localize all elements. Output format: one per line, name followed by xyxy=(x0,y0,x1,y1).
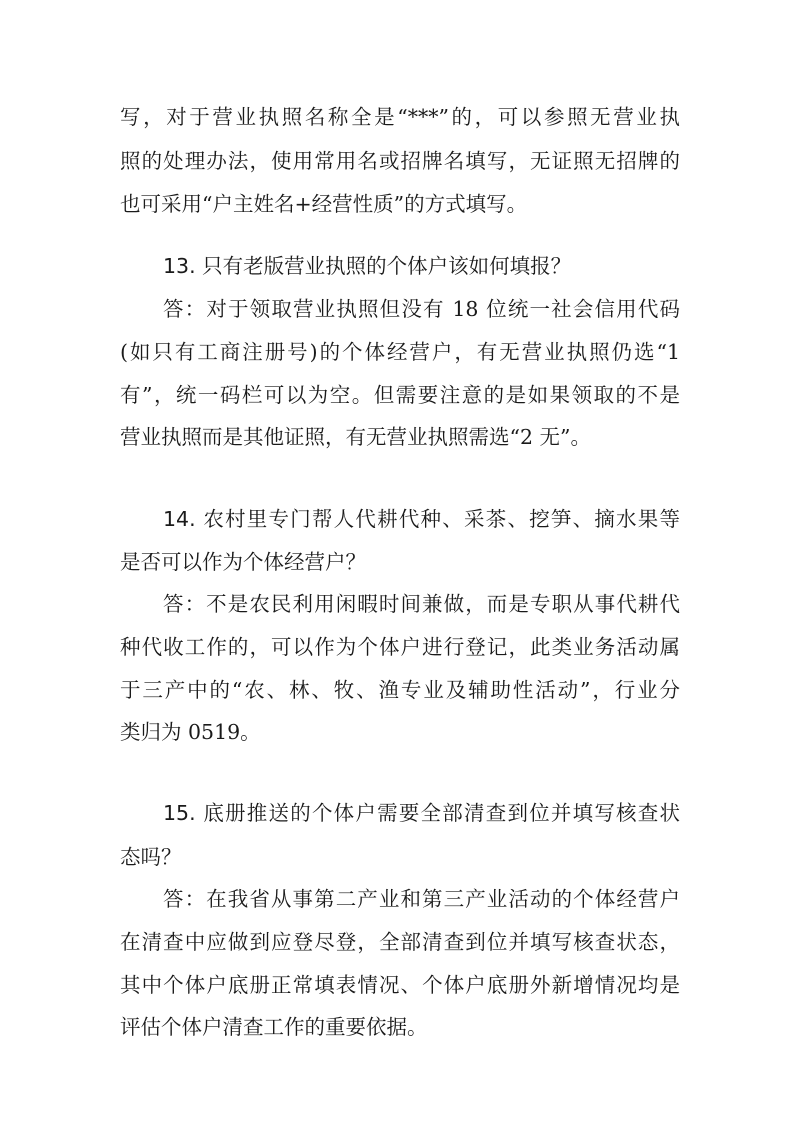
answer-line: 其中个体户底册正常填表情况、个体户底册外新增情况均是 xyxy=(120,973,680,997)
question-title: 是否可以作为个体经营户？ xyxy=(120,550,366,574)
answer-line: 答：不是农民利用闲暇时间兼做，而是专职从事代耕代 xyxy=(163,592,680,616)
answer-line: 答：对于领取营业执照但没有 18 位统一社会信用代码 xyxy=(163,297,680,321)
paragraph-line: 写，对于营业执照名称全是“***”的，可以参照无营业执 xyxy=(120,105,680,129)
answer-line: 于三产中的“农、林、牧、渔专业及辅助性活动”，行业分 xyxy=(120,678,680,702)
answer-line: 评估个体户清查工作的重要依据。 xyxy=(120,1015,428,1039)
answer-line: (如只有工商注册号)的个体经营户，有无营业执照仍选“1 xyxy=(120,340,680,364)
question-title: 14. 农村里专门帮人代耕代种、采茶、挖笋、摘水果等 xyxy=(163,507,680,531)
answer-line: 种代收工作的，可以作为个体户进行登记，此类业务活动属 xyxy=(120,635,680,659)
answer-line: 在清查中应做到应登尽登，全部清查到位并填写核查状态， xyxy=(120,930,680,954)
question-title: 态吗？ xyxy=(120,845,182,869)
question-title: 13. 只有老版营业执照的个体户该如何填报？ xyxy=(163,254,572,278)
paragraph-line: 照的处理办法，使用常用名或招牌名填写，无证照无招牌的 xyxy=(120,149,680,173)
answer-line: 答：在我省从事第二产业和第三产业活动的个体经营户 xyxy=(163,887,680,911)
question-title: 15. 底册推送的个体户需要全部清查到位并填写核查状 xyxy=(163,801,680,825)
answer-line: 营业执照而是其他证照，有无营业执照需选“2 无”。 xyxy=(120,425,592,449)
answer-line: 有”，统一码栏可以为空。但需要注意的是如果领取的不是 xyxy=(120,383,680,407)
paragraph-line: 也可采用“户主姓名+经营性质”的方式填写。 xyxy=(120,192,528,216)
answer-line: 类归为 0519。 xyxy=(120,720,261,744)
